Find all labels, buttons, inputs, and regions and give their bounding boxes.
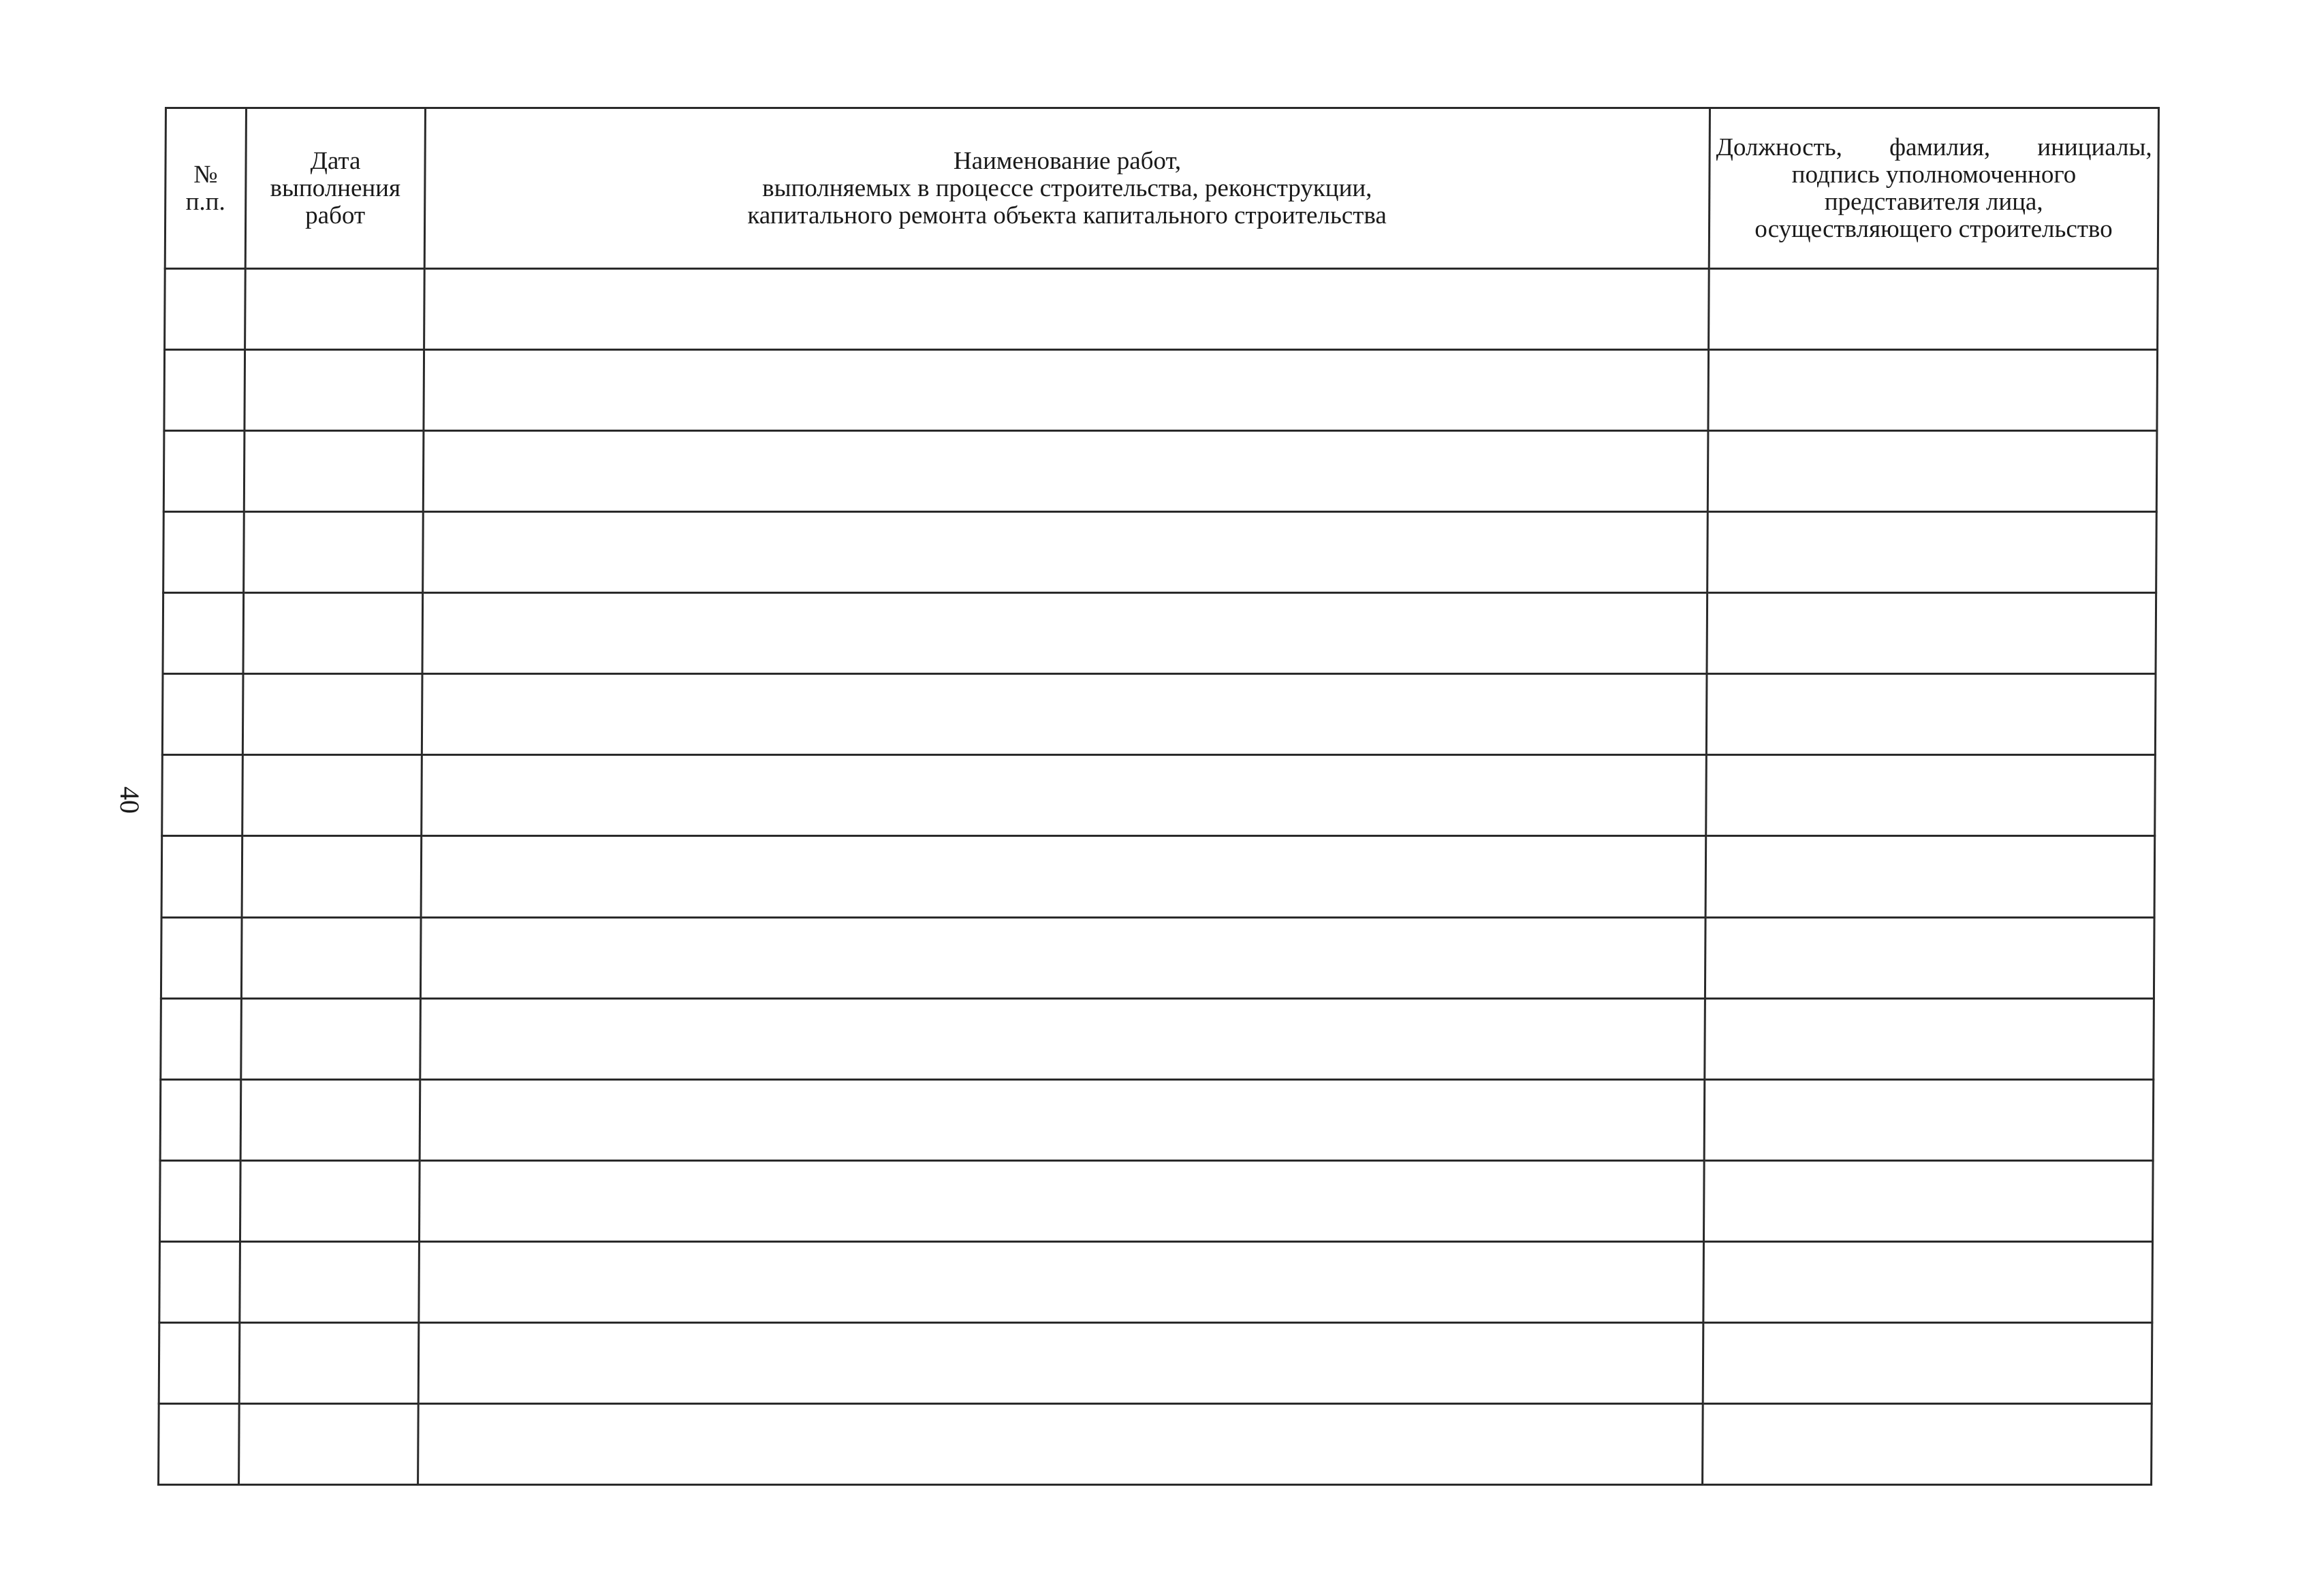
cell-number (159, 1241, 240, 1322)
table-row (160, 1079, 2154, 1160)
header-line: выполнения (270, 174, 401, 202)
table-row (159, 1241, 2153, 1322)
cell-date (244, 431, 424, 512)
table-row (163, 431, 2157, 512)
header-line: Дата (310, 146, 361, 175)
cell-date (239, 1322, 419, 1403)
cell-signature (1703, 1403, 2152, 1484)
cell-work-name (419, 1160, 1704, 1241)
cell-date (239, 1403, 419, 1484)
cell-number (159, 1322, 240, 1403)
cell-signature (1705, 917, 2154, 998)
cell-date (244, 512, 424, 593)
cell-work-name (420, 1079, 1705, 1160)
table-row (165, 269, 2158, 350)
cell-number (161, 917, 242, 998)
table-row (163, 512, 2157, 593)
cell-signature (1704, 1079, 2154, 1160)
cell-signature (1706, 674, 2156, 755)
cell-signature (1703, 1322, 2152, 1403)
cell-work-name (423, 512, 1708, 593)
header-line: капитального ремонта объекта капитального строительства (747, 201, 1387, 229)
cell-work-name (422, 593, 1707, 674)
table-row (164, 350, 2158, 431)
cell-number (160, 1079, 241, 1160)
cell-number (164, 350, 245, 431)
table-header-row (165, 108, 2158, 269)
column-header-date (245, 108, 425, 269)
header-line: Должность, фамилия, инициалы, (1716, 133, 2152, 161)
header-line: работ (305, 201, 366, 229)
header-line: осуществляющего строительство (1754, 214, 2113, 243)
table-row (163, 593, 2156, 674)
cell-number (162, 755, 243, 836)
header-line: Наименование работ, (953, 146, 1182, 175)
cell-number (161, 836, 242, 917)
table-row (161, 998, 2154, 1079)
cell-number (159, 1403, 240, 1484)
header-line: подпись уполномоченного (1791, 160, 2077, 189)
cell-work-name (422, 755, 1707, 836)
cell-signature (1703, 1160, 2153, 1241)
cell-date (242, 755, 422, 836)
cell-signature (1708, 350, 2158, 431)
column-header-number (165, 108, 246, 269)
cell-work-name (420, 917, 1705, 998)
cell-date (245, 350, 424, 431)
cell-number (161, 998, 242, 1079)
table-row (159, 1160, 2153, 1241)
table-row (162, 755, 2156, 836)
cell-signature (1703, 1241, 2153, 1322)
cell-number (159, 1160, 240, 1241)
table-row (161, 836, 2155, 917)
cell-work-name (420, 998, 1705, 1079)
cell-number (163, 431, 245, 512)
cell-work-name (423, 431, 1708, 512)
header-line: п.п. (185, 187, 225, 216)
cell-date (241, 998, 421, 1079)
table-row (161, 917, 2154, 998)
header-line: № (193, 160, 218, 189)
cell-work-name (421, 836, 1706, 917)
cell-work-name (418, 1403, 1703, 1484)
cell-number (163, 593, 244, 674)
works-journal-table (157, 107, 2160, 1486)
table-row (159, 1322, 2152, 1403)
cell-date (245, 269, 425, 350)
cell-date (241, 917, 421, 998)
table-body (159, 269, 2158, 1485)
cell-date (242, 674, 422, 755)
cell-signature (1707, 431, 2157, 512)
column-header-signature (1709, 108, 2158, 269)
cell-date (242, 836, 422, 917)
cell-date (240, 1079, 420, 1160)
column-header-work-name (424, 108, 1710, 269)
header-line: представителя лица, (1824, 187, 2043, 216)
header-line: выполняемых в процессе строительства, реконструкции, (762, 174, 1372, 202)
cell-signature (1705, 998, 2154, 1079)
cell-number (162, 674, 243, 755)
cell-signature (1709, 269, 2158, 350)
table-row (162, 674, 2156, 755)
cell-number (165, 269, 246, 350)
cell-work-name (422, 674, 1707, 755)
cell-signature (1705, 836, 2155, 917)
cell-date (240, 1241, 420, 1322)
cell-signature (1706, 755, 2156, 836)
cell-work-name (418, 1322, 1703, 1403)
page-number: 40 (114, 786, 145, 814)
table-row (159, 1403, 2152, 1484)
cell-work-name (424, 350, 1709, 431)
cell-signature (1707, 593, 2156, 674)
cell-signature (1707, 512, 2157, 593)
cell-work-name (419, 1241, 1704, 1322)
cell-work-name (424, 269, 1710, 350)
cell-date (240, 1160, 420, 1241)
cell-number (163, 512, 245, 593)
cell-date (243, 593, 423, 674)
